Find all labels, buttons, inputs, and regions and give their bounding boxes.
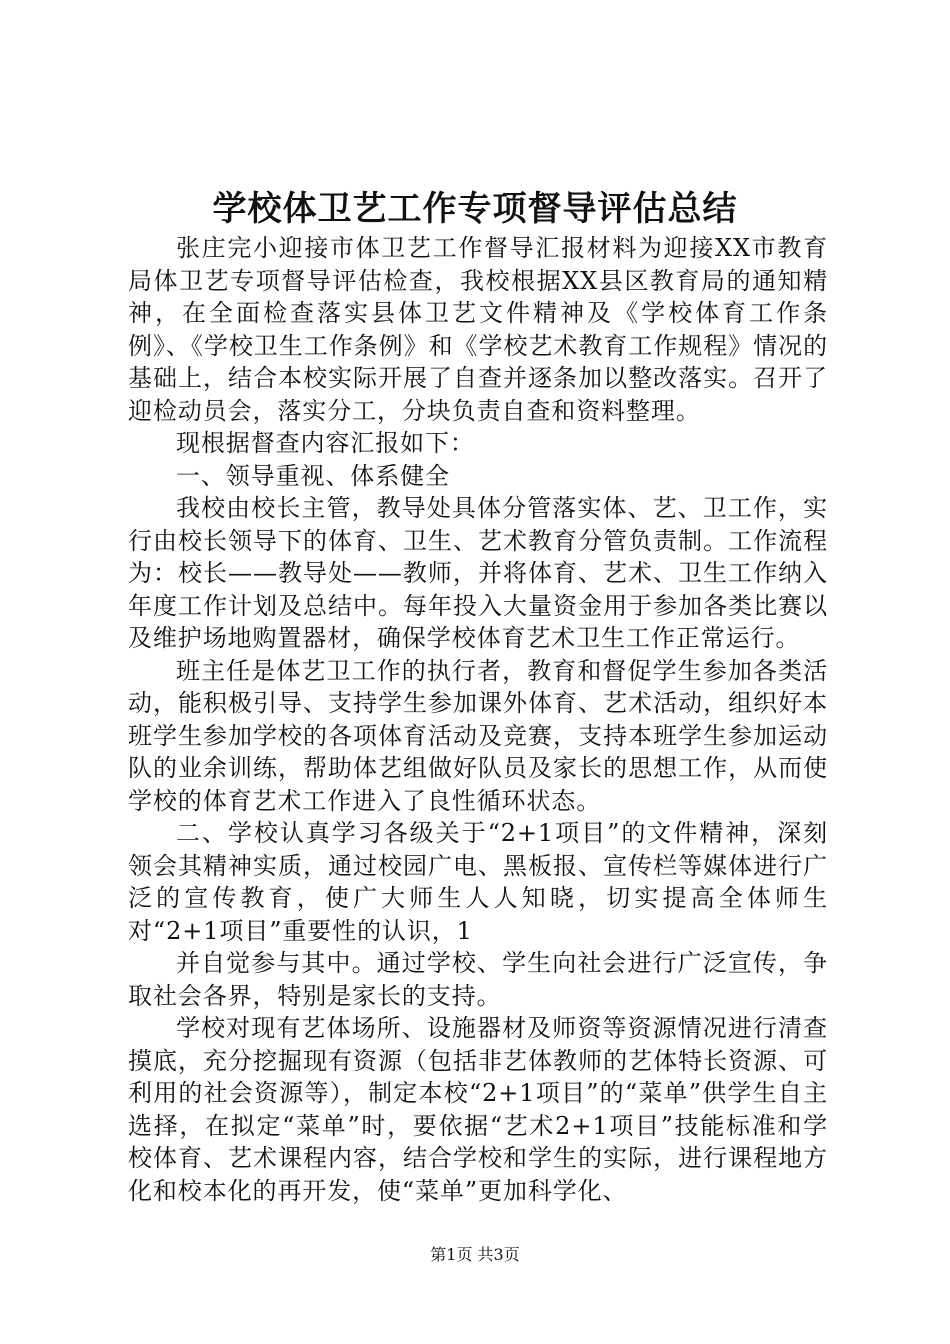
page-footer: 第1页 共3页	[430, 1245, 520, 1264]
document-body	[128, 232, 828, 1207]
document-title: 学校体卫艺工作专项督导评估总结	[212, 189, 738, 229]
paragraph-resources: 学校对现有艺体场所、设施器材及师资等资源情况进行清查摸底，充分挖掘现有资源（包括非艺体教师的艺体特长资源、可利用的社会资源等），制定本校“2+1项目”的“菜单”供学生自主选择，在拟定“菜单”时，要依据“艺术2+1项目”技能标准和学校体育、艺术课程内容，结合学校和学生的实际，进行课程地方化和校本化的再开发，使“菜单”更加科学化、	[128, 1014, 828, 1205]
section-heading-1: 一、领导重视、体系健全	[176, 461, 450, 490]
paragraph-intro: 张庄完小迎接市体卫艺工作督导汇报材料为迎接XX市教育局体卫艺专项督导评估检查，我校根据XX县区教育局的通知精神，在全面检查落实县体卫艺文件精神及《学校体育工作条例》、《学校卫生工作条例》和《学校艺术教育工作规程》情况的基础上，结合本校实际开展了自查并逐条加以整改落实。召开了迎检动员会，落实分工，分块负责自查和资料整理。	[128, 234, 828, 425]
paragraph-report-lead: 现根据督查内容汇报如下：	[176, 429, 475, 457]
paragraph-head-teacher: 班主任是体艺卫工作的执行者，教育和督促学生参加各类活动，能积极引导、支持学生参加课外体育、艺术活动，组织好本班学生参加学校的各项体育活动及竞赛，支持本班学生参加运动队的业余训练，帮助体艺组做好队员及家长的思想工作，从而使学校的体育艺术工作进入了良性循环状态。	[128, 656, 828, 815]
paragraph-participation: 并自觉参与其中。通过学校、学生向社会进行广泛宣传，争取社会各界，特别是家长的支持。	[128, 949, 828, 1010]
paragraph-section-2: 二、学校认真学习各级关于“2+1项目”的文件精神，深刻领会其精神实质，通过校园广电、黑板报、宣传栏等媒体进行广泛的宣传教育，使广大师生人人知晓，切实提高全体师生对“2+1项目”重要性的认识，1	[128, 819, 828, 945]
paragraph-leadership: 我校由校长主管，教导处具体分管落实体、艺、卫工作，实行由校长领导下的体育、卫生、艺术教育分管负责制。工作流程为：校长——教导处——教师，并将体育、艺术、卫生工作纳入年度工作计划及总结中。每年投入大量资金用于参加各类比赛以及维护场地购置器材，确保学校体育艺术卫生工作正常运行。	[128, 494, 828, 652]
